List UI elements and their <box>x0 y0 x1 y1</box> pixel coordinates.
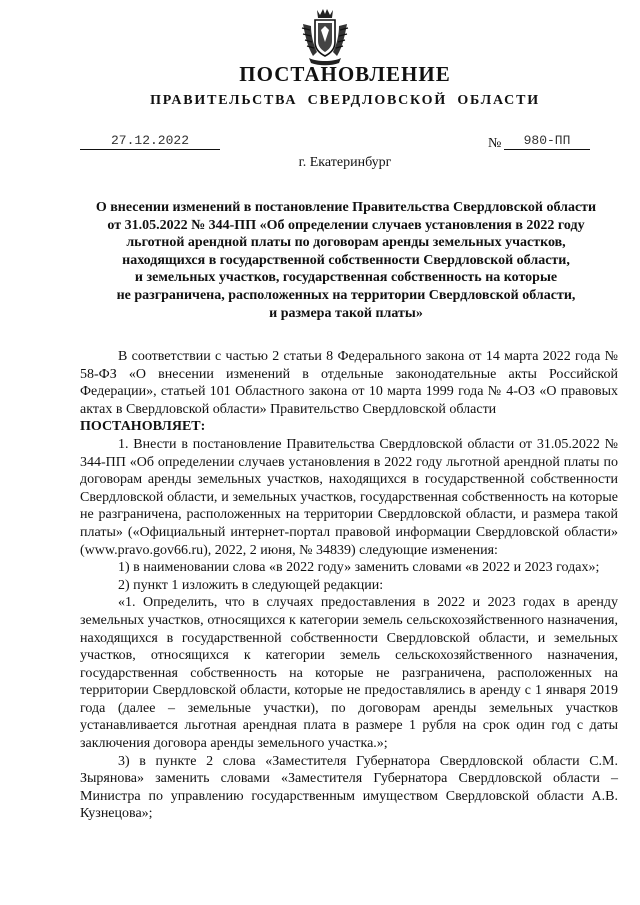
number-sign: № <box>488 136 502 151</box>
intro-paragraph: В соответствии с частью 2 статьи 8 Федерального закона от 14 марта 2022 года № 58-ФЗ «О внесении изменений в отдельные законодательные акты Российской Федерации», статьей 101 Областного закона от 10 марта 1999 года № 4-ОЗ «О правовых актах в Свердловской области» Правительство Свердловской области <box>80 349 618 417</box>
heading-line: и земельных участков, государственная собственность на которые <box>134 270 558 286</box>
document-date: 27.12.2022 <box>80 133 220 150</box>
coat-of-arms-emblem <box>299 6 351 66</box>
heading-line: от 31.05.2022 № 344-ПП «Об определении случаев установления в 2022 году <box>107 217 585 233</box>
city: г. Екатеринбург <box>298 155 392 170</box>
quoted-paragraph: «1. Определить, что в случаях предоставления в 2022 и 2023 годах в аренду земельных участков, относящихся к категории земель сельскохозяйственного назначения, находящихся в государственной собственности Свердловской области, и земельных участков, относящихся к категории земель сельскохозяйственного назначения, государственная собственность на которые не разграничена, расположенных на территории Свердловской области, которые не предоставлялись в аренду с 1 января 2019 года (далее – земельные участки), по договорам аренды земельных участков устанавливается льготная арендная плата в размере 1 рубля на срок один год с даты заключения договора аренды земельного участка.»; <box>80 595 618 752</box>
subitem-1-paragraph: 1) в наименовании слова «в 2022 году» заменить словами «в 2022 и 2023 годах»; <box>118 560 600 576</box>
resolves-label: ПОСТАНОВЛЯЕТ: <box>80 419 206 435</box>
document-body <box>80 348 618 823</box>
subitem-3-paragraph: 3) в пункте 2 слова «Заместителя Губернатора Свердловской области С.М. Зырянова» заменить словами «Заместителя Губернатора Свердловской области – Министра по управлению государственным имуществом Свердловской области А.В. Кузнецова»; <box>80 753 618 822</box>
document-number: 980-ПП <box>504 133 590 150</box>
heading-line: и размера такой платы» <box>269 305 423 321</box>
document-type-title: ПОСТАНОВЛЕНИЕ <box>239 62 451 86</box>
heading-line: О внесении изменений в постановление Правительства Свердловской области <box>95 200 597 215</box>
issuing-authority: ПРАВИТЕЛЬСТВА СВЕРДЛОВСКОЙ ОБЛАСТИ <box>150 93 540 108</box>
heading-line: не разграничена, расположенных на территории Свердловской области, <box>116 287 576 303</box>
heading-line: льготной арендной платы по договорам аренды земельных участков, <box>126 235 566 251</box>
document-heading <box>74 199 618 322</box>
heading-line: находящихся в государственной собственности Свердловской области, <box>122 252 570 268</box>
subitem-2-paragraph: 2) пункт 1 изложить в следующей редакции: <box>118 577 384 593</box>
item-1-paragraph: 1. Внести в постановление Правительства Свердловской области от 31.05.2022 № 344-ПП «Об определении случаев установления в 2022 году льготной арендной платы по договорам аренды земельных участков, находящихся в государственной собственности Свердловской области, и земельных участков, государственная собственность на которые не разграничена, расположенных на территории Свердловской области, и размера такой платы» («Официальный интернет-портал правовой информации Свердловской области» (www.pravo.gov66.ru), 2022, 2 июня, № 34839) следующие изменения: <box>80 436 618 558</box>
